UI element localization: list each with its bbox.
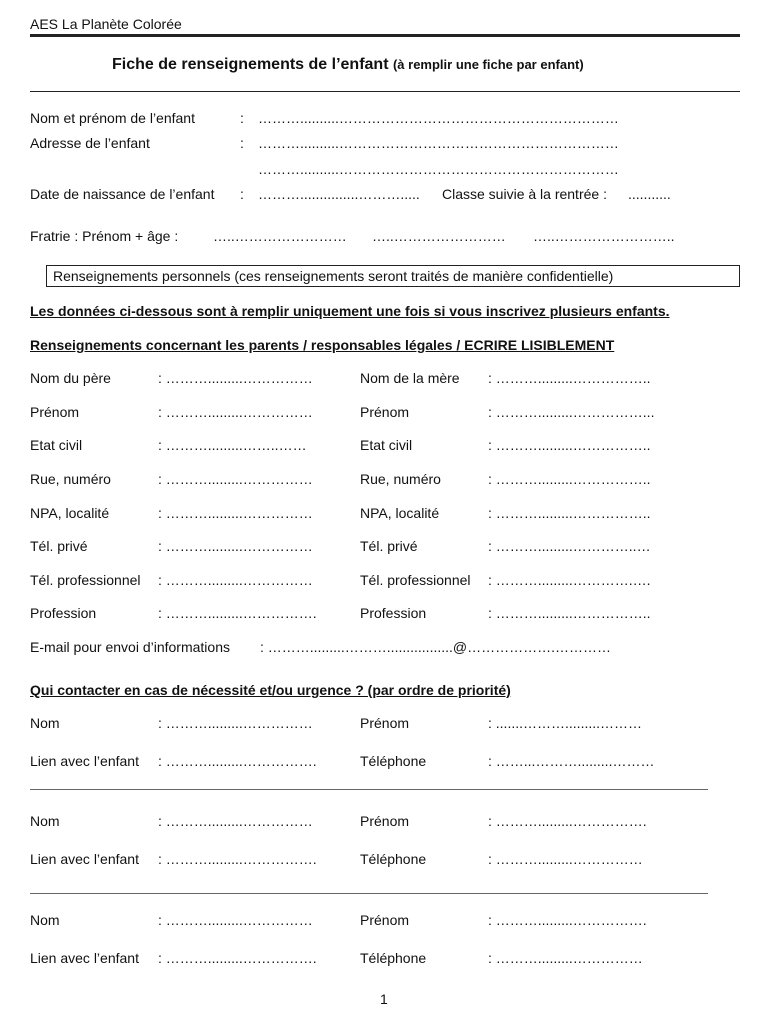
contact1-tel-field[interactable]: : ……...……….........………: [488, 753, 655, 769]
mother-street-label: Rue, numéro: [360, 471, 441, 487]
siblings-field-1[interactable]: …..……………………: [213, 228, 347, 244]
confidential-notice-text: Renseignements personnels (ces renseignements seront traités de manière confidentielle): [53, 268, 614, 284]
contact2-lien-label: Lien avec l’enfant: [30, 851, 139, 867]
child-name-colon: :: [240, 110, 244, 126]
multi-child-note: Les données ci-dessous sont à remplir uniquement une fois si vous inscrivez plusieurs enfants.: [30, 303, 670, 319]
contact1-nom-label: Nom: [30, 715, 60, 731]
email-label: E-mail pour envoi d’informations: [30, 639, 230, 655]
mother-firstname-field[interactable]: : ……….........……………...: [488, 404, 655, 420]
parents-heading: Renseignements concernant les parents / responsables légales / ECRIRE LISIBLEMENT: [30, 337, 615, 353]
siblings-field-2[interactable]: …..……………………: [372, 228, 506, 244]
birthdate-field[interactable]: ………...............……….....: [258, 186, 420, 202]
mother-street-field[interactable]: : ……….........……………..: [488, 471, 651, 487]
contact1-prenom-label: Prénom: [360, 715, 410, 731]
contact3-nom-label: Nom: [30, 912, 60, 928]
page-title: [112, 56, 584, 74]
contact1-nom-field[interactable]: : ……….........……………: [158, 715, 313, 731]
father-profession-field[interactable]: : ……….........…………….: [158, 605, 317, 621]
class-field[interactable]: ...........: [628, 186, 671, 202]
mother-civil-status-field[interactable]: : ……….........……………..: [488, 437, 651, 453]
mother-city-field[interactable]: : ……….........……………..: [488, 505, 651, 521]
header-rule: [30, 34, 740, 37]
father-civil-status-field[interactable]: : ……….........……..……: [158, 437, 307, 453]
contact-divider-2: [30, 893, 708, 894]
contact3-lien-label: Lien avec l’enfant: [30, 950, 139, 966]
father-civil-status-label: Etat civil: [30, 437, 83, 453]
father-firstname-field[interactable]: : ……….........……………: [158, 404, 313, 420]
child-address-colon: :: [240, 135, 244, 151]
mother-phone-label: Tél. privé: [360, 538, 418, 554]
contact1-prenom-field[interactable]: : .......……….........………: [488, 715, 643, 731]
siblings-label: Fratrie : Prénom + âge :: [30, 228, 179, 244]
birthdate-colon: :: [240, 186, 244, 202]
title-main: Fiche de renseignements de l’enfant: [112, 56, 389, 73]
mother-name-label: Nom de la mère: [360, 370, 460, 386]
mother-phone-field[interactable]: : ……….........…………..…: [488, 538, 651, 554]
mother-city-label: NPA, localité: [360, 505, 440, 521]
org-name: AES La Planète Colorée: [30, 16, 182, 32]
contact2-tel-field[interactable]: : ……….........……………: [488, 851, 643, 867]
father-work-phone-field[interactable]: : ……….........……………: [158, 572, 313, 588]
contact2-nom-field[interactable]: : ……….........……………: [158, 813, 313, 829]
mother-profession-label: Profession: [360, 605, 427, 621]
title-note: (à remplir une fiche par enfant): [392, 57, 584, 72]
father-name-label: Nom du père: [30, 370, 111, 386]
father-work-phone-label: Tél. professionnel: [30, 572, 141, 588]
email-field[interactable]: : ……….........……….................@……………….…………: [260, 639, 612, 655]
contact1-lien-label: Lien avec l’enfant: [30, 753, 139, 769]
father-city-label: NPA, localité: [30, 505, 110, 521]
child-name-label: Nom et prénom de l’enfant: [30, 110, 195, 126]
contact3-tel-label: Téléphone: [360, 950, 427, 966]
mother-name-field[interactable]: : ……….........……………..: [488, 370, 651, 386]
contact3-tel-field[interactable]: : ……….........……………: [488, 950, 643, 966]
contact1-tel-label: Téléphone: [360, 753, 427, 769]
child-name-field[interactable]: ………..........……………………………………………………: [258, 110, 619, 126]
child-address-field-2[interactable]: ………..........……………………………………………………: [258, 161, 619, 177]
contact3-prenom-field[interactable]: : ……….........…………….: [488, 912, 647, 928]
contact1-lien-field[interactable]: : ……….........…………….: [158, 753, 317, 769]
mother-civil-status-label: Etat civil: [360, 437, 413, 453]
class-label: Classe suivie à la rentrée :: [442, 186, 607, 202]
child-address-field-1[interactable]: ………..........……………………………………………………: [258, 135, 619, 151]
father-profession-label: Profession: [30, 605, 97, 621]
mother-work-phone-field[interactable]: : ……….........………….….: [488, 572, 651, 588]
contact2-prenom-label: Prénom: [360, 813, 410, 829]
father-name-field[interactable]: : ……….........……………: [158, 370, 313, 386]
title-rule: [30, 91, 740, 92]
mother-work-phone-label: Tél. professionnel: [360, 572, 471, 588]
siblings-field-3[interactable]: …..……………………..: [533, 228, 675, 244]
contact2-nom-label: Nom: [30, 813, 60, 829]
father-street-label: Rue, numéro: [30, 471, 111, 487]
father-phone-label: Tél. privé: [30, 538, 88, 554]
mother-profession-field[interactable]: : ……….........……………..: [488, 605, 651, 621]
father-firstname-label: Prénom: [30, 404, 80, 420]
contact2-prenom-field[interactable]: : ……….........…………….: [488, 813, 647, 829]
contact2-tel-label: Téléphone: [360, 851, 427, 867]
contact3-prenom-label: Prénom: [360, 912, 410, 928]
emergency-heading: Qui contacter en cas de nécessité et/ou urgence ? (par ordre de priorité): [30, 682, 511, 698]
mother-firstname-label: Prénom: [360, 404, 410, 420]
child-address-label: Adresse de l’enfant: [30, 135, 150, 151]
father-street-field[interactable]: : ……….........……………: [158, 471, 313, 487]
contact3-lien-field[interactable]: : ……….........…………….: [158, 950, 317, 966]
birthdate-label: Date de naissance de l’enfant: [30, 186, 215, 202]
contact2-lien-field[interactable]: : ……….........…………….: [158, 851, 317, 867]
confidential-notice-box: [46, 265, 740, 287]
father-city-field[interactable]: : ……….........……………: [158, 505, 313, 521]
contact-divider-1: [30, 789, 708, 790]
contact3-nom-field[interactable]: : ……….........……………: [158, 912, 313, 928]
father-phone-field[interactable]: : ……….........……………: [158, 538, 313, 554]
page-number: 1: [380, 991, 388, 1007]
